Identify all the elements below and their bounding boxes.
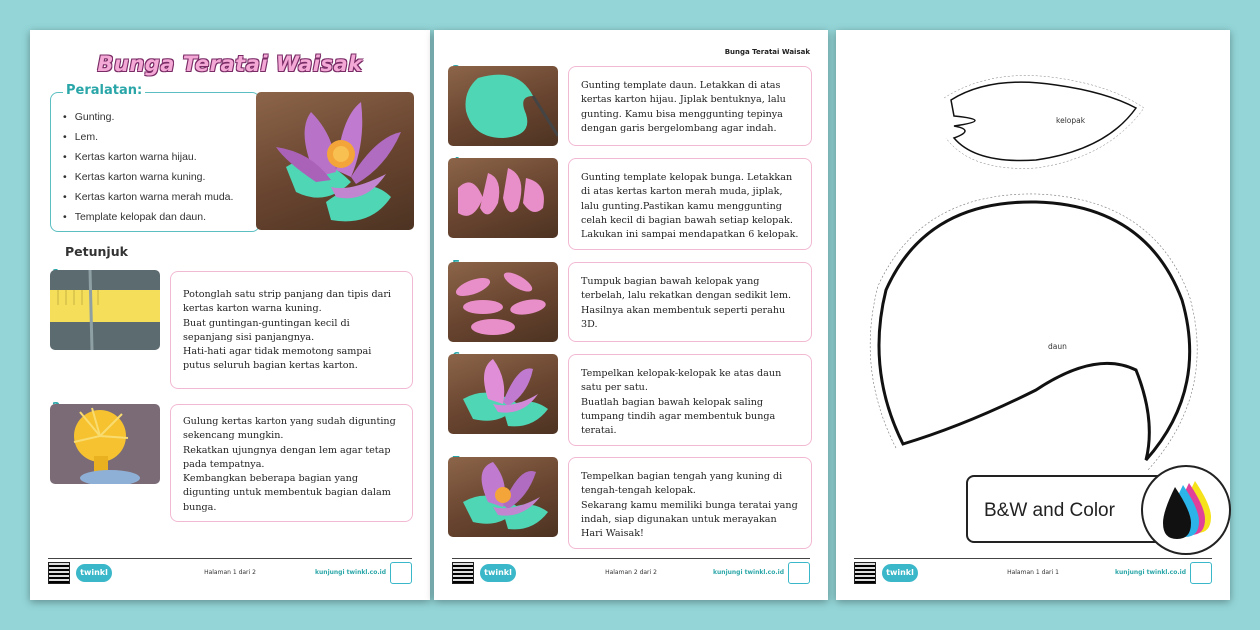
- step-line-text: tumpang tindih agar membentuk bunga: [581, 410, 776, 422]
- step-line-text: celah kecil di bagian bawah setiap kelopak.: [581, 214, 793, 226]
- page-number: Halaman 2 dari 2: [605, 569, 657, 576]
- ink-drops-icon: [1141, 465, 1231, 555]
- step-line-text: terbelah, lalu rekatkan dengan sedikit lem.: [581, 290, 792, 302]
- step-2-text: [170, 404, 413, 522]
- step-line-text: tengah-tengah kelopak.: [581, 485, 696, 497]
- step-7-photo: [448, 457, 558, 537]
- leaf-template-outline: [879, 202, 1190, 460]
- step-line-text: gunting. Kamu bisa menggunting tepinya: [581, 108, 783, 120]
- step-4-text: [568, 158, 812, 250]
- page-number: Halaman 1 dari 2: [204, 569, 256, 576]
- tools-box: [50, 83, 260, 232]
- step-line-text: kertas karton warna kuning.: [183, 303, 322, 315]
- tool-item: • Kertas karton warna hijau.: [63, 147, 233, 167]
- step-line-text: 3D.: [581, 318, 598, 330]
- visit-link[interactable]: kunjungi twinkl.co.id: [1115, 569, 1186, 576]
- step-line-text: Rekatkan ujungnya dengan lem agar tetap: [183, 444, 391, 456]
- quality-badge-icon: [1190, 562, 1212, 584]
- step-line-text: Potonglah satu strip panjang dan tipis dari: [183, 289, 391, 300]
- quality-badge-icon: [390, 562, 412, 584]
- twinkl-logo: twinkl: [882, 564, 918, 582]
- twinkl-logo: twinkl: [76, 564, 112, 582]
- tool-item: • Kertas karton warna merah muda.: [63, 187, 233, 207]
- step-line-text: Kembangkan beberapa bagian yang: [183, 473, 358, 485]
- petal-template-outline: [951, 82, 1136, 160]
- step-line-text: indah, siap digunakan untuk merayakan: [581, 513, 777, 525]
- step-line-text: Tumpuk bagian bawah kelopak yang: [581, 276, 760, 287]
- step-3-text: [568, 66, 812, 146]
- step-line-text: Lakukan ini sampai mendapatkan 6 kelopak.: [581, 229, 799, 241]
- step-4-photo: [448, 158, 558, 238]
- step-6-photo: [448, 354, 558, 434]
- step-line-text: teratai.: [581, 425, 617, 437]
- tool-item: • Template kelopak dan daun.: [63, 207, 233, 227]
- bw-color-label: B&W and Color: [984, 500, 1115, 521]
- step-line-text: Hari Waisak!: [581, 528, 644, 540]
- step-line-text: di atas kertas karton merah muda, jiplak,: [581, 186, 783, 198]
- tool-item: • Kertas karton warna kuning.: [63, 167, 233, 187]
- step-1-photo: [50, 270, 160, 350]
- tools-list: [63, 107, 233, 227]
- twinkl-logo: twinkl: [480, 564, 516, 582]
- step-line-text: sepanjang sisi panjangnya.: [183, 331, 315, 343]
- footer-divider: [854, 558, 1212, 559]
- footer: [452, 562, 810, 586]
- visit-link[interactable]: kunjungi twinkl.co.id: [315, 569, 386, 576]
- step-1-text: [170, 271, 413, 389]
- page-title: Bunga Teratai Waisak: [97, 52, 363, 76]
- step-6-text: [568, 354, 812, 446]
- step-5-photo: [448, 262, 558, 342]
- footer: [854, 562, 1212, 586]
- footer-divider: [48, 558, 412, 559]
- quality-badge-icon: [788, 562, 810, 584]
- tools-title: Peralatan:: [63, 83, 145, 98]
- step-3-photo: [448, 66, 558, 146]
- footer: [48, 562, 412, 586]
- step-line-text: sekencang mungkin.: [183, 430, 284, 442]
- step-line-text: bunga.: [183, 501, 217, 513]
- step-line-text: Sekarang kamu memiliki bunga teratai yang: [581, 499, 798, 511]
- step-7-text: [568, 457, 812, 549]
- tool-item: • Gunting.: [63, 107, 233, 127]
- step-line-text: Buat guntingan-guntingan kecil di: [183, 317, 350, 329]
- instructions-title: Petunjuk: [65, 244, 128, 259]
- step-line-text: Gunting template daun. Letakkan di atas: [581, 80, 781, 91]
- page-number: Halaman 1 dari 1: [1007, 569, 1059, 576]
- leaf-label: daun: [1048, 342, 1067, 351]
- worksheet-page-1: [30, 30, 430, 600]
- step-line-text: Gulung kertas karton yang sudah digunting: [183, 416, 396, 427]
- step-line-text: Hasilnya akan membentuk seperti perahu: [581, 304, 786, 316]
- page-header: Bunga Teratai Waisak: [724, 48, 810, 56]
- step-line-text: Tempelkan bagian tengah yang kuning di: [581, 471, 783, 482]
- step-line-text: Buatlah bagian bawah kelopak saling: [581, 396, 764, 408]
- step-line-text: Hati-hati agar tidak memotong sampai: [183, 346, 372, 358]
- step-line-text: putus seluruh bagian kertas karton.: [183, 360, 358, 372]
- visit-link[interactable]: kunjungi twinkl.co.id: [713, 569, 784, 576]
- finished-lotus-photo: [256, 92, 414, 230]
- tool-item: • Lem.: [63, 127, 233, 147]
- footer-divider: [452, 558, 810, 559]
- step-5-text: [568, 262, 812, 342]
- step-line-text: Tempelkan kelopak-kelopak ke atas daun: [581, 368, 782, 379]
- petal-label: kelopak: [1056, 116, 1086, 125]
- step-line-text: Gunting template kelopak bunga. Letakkan: [581, 172, 793, 183]
- step-2-photo: [50, 404, 160, 484]
- step-line-text: dengan garis bergelombang agar indah.: [581, 122, 777, 134]
- step-line-text: pada tempatnya.: [183, 458, 265, 470]
- worksheet-page-2: [434, 30, 828, 600]
- step-line-text: kertas karton hijau. Jiplak bentuknya, lalu: [581, 94, 786, 106]
- step-line-text: digunting untuk membentuk bagian dalam: [183, 487, 391, 499]
- step-line-text: lalu gunting.Pastikan kamu menggunting: [581, 200, 782, 212]
- step-line-text: satu per satu.: [581, 382, 648, 394]
